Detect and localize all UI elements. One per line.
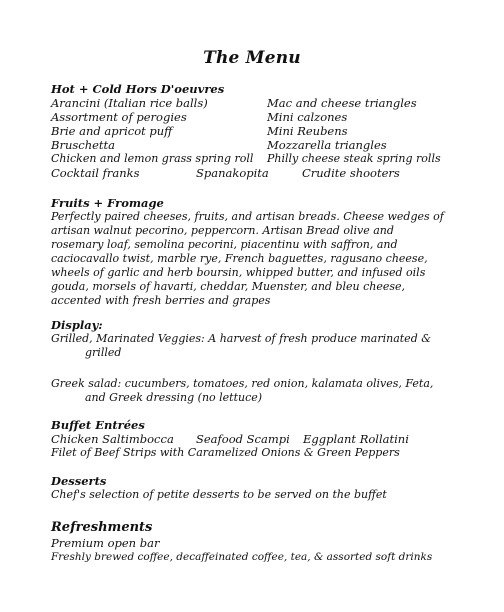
- buffet-item: Eggplant Rollatini: [303, 432, 409, 446]
- hors-item: Cocktail franks: [51, 166, 140, 180]
- display-item-line: and Greek dressing (no lettuce): [85, 391, 263, 404]
- page-title: The Menu: [203, 48, 301, 68]
- buffet-item: Chicken Saltimbocca: [51, 432, 174, 446]
- hors-item: Spanakopita: [196, 166, 269, 180]
- hors-doeuvres-heading: Hot + Cold Hors D'oeuvres: [51, 82, 225, 96]
- buffet-heading: Buffet Entrées: [51, 418, 145, 432]
- desserts-heading: Desserts: [51, 474, 107, 488]
- buffet-item: Seafood Scampi: [196, 432, 290, 446]
- desserts-description: Chef's selection of petite desserts to be served on the buffet: [51, 488, 387, 501]
- hors-item: Arancini (Italian rice balls): [51, 96, 208, 110]
- hors-item: Assortment of perogies: [51, 110, 187, 124]
- display-heading: Display:: [51, 318, 103, 332]
- hors-item: Chicken and lemon grass spring roll: [51, 152, 254, 165]
- buffet-item: Filet of Beef Strips with Caramelized Onions & Green Peppers: [51, 446, 400, 459]
- display-item-line: Greek salad: cucumbers, tomatoes, red onion, kalamata olives, Feta,: [51, 377, 434, 390]
- hors-item: Bruschetta: [51, 138, 116, 152]
- hors-item: Brie and apricot puff: [51, 124, 173, 138]
- fruits-description: Perfectly paired cheeses, fruits, and artisan breads. Cheese wedges of artisan walnut pecorino, peppercorn. Artisan Bread olive and rosemary loaf, semolina pecorini, piacentinu with saffron, and caciocavallo twist, marble rye, French baguettes, ragusano cheese, wheels of garlic and herb boursin, whipped butter, and infused oils gouda, morsels of havarti, cheddar, Muenster, and bleu cheese, accented with fresh berries and grapes: [51, 210, 444, 307]
- display-item-line: Grilled, Marinated Veggies: A harvest of fresh produce marinated &: [51, 332, 432, 345]
- hors-item: Mac and cheese triangles: [267, 96, 417, 110]
- display-item-line: grilled: [85, 346, 122, 359]
- hors-item: Mozzarella triangles: [267, 138, 387, 152]
- hors-item: Mini calzones: [267, 110, 348, 124]
- refreshments-heading: Refreshments: [51, 520, 153, 535]
- hors-item: Philly cheese steak spring rolls: [267, 152, 441, 165]
- hors-item: Mini Reubens: [267, 124, 348, 138]
- hors-item: Crudite shooters: [302, 166, 400, 180]
- refreshments-line: Premium open bar: [51, 536, 160, 550]
- fruits-heading: Fruits + Fromage: [51, 196, 164, 210]
- refreshments-line: Freshly brewed coffee, decaffeinated coffee, tea, & assorted soft drinks: [51, 551, 433, 563]
